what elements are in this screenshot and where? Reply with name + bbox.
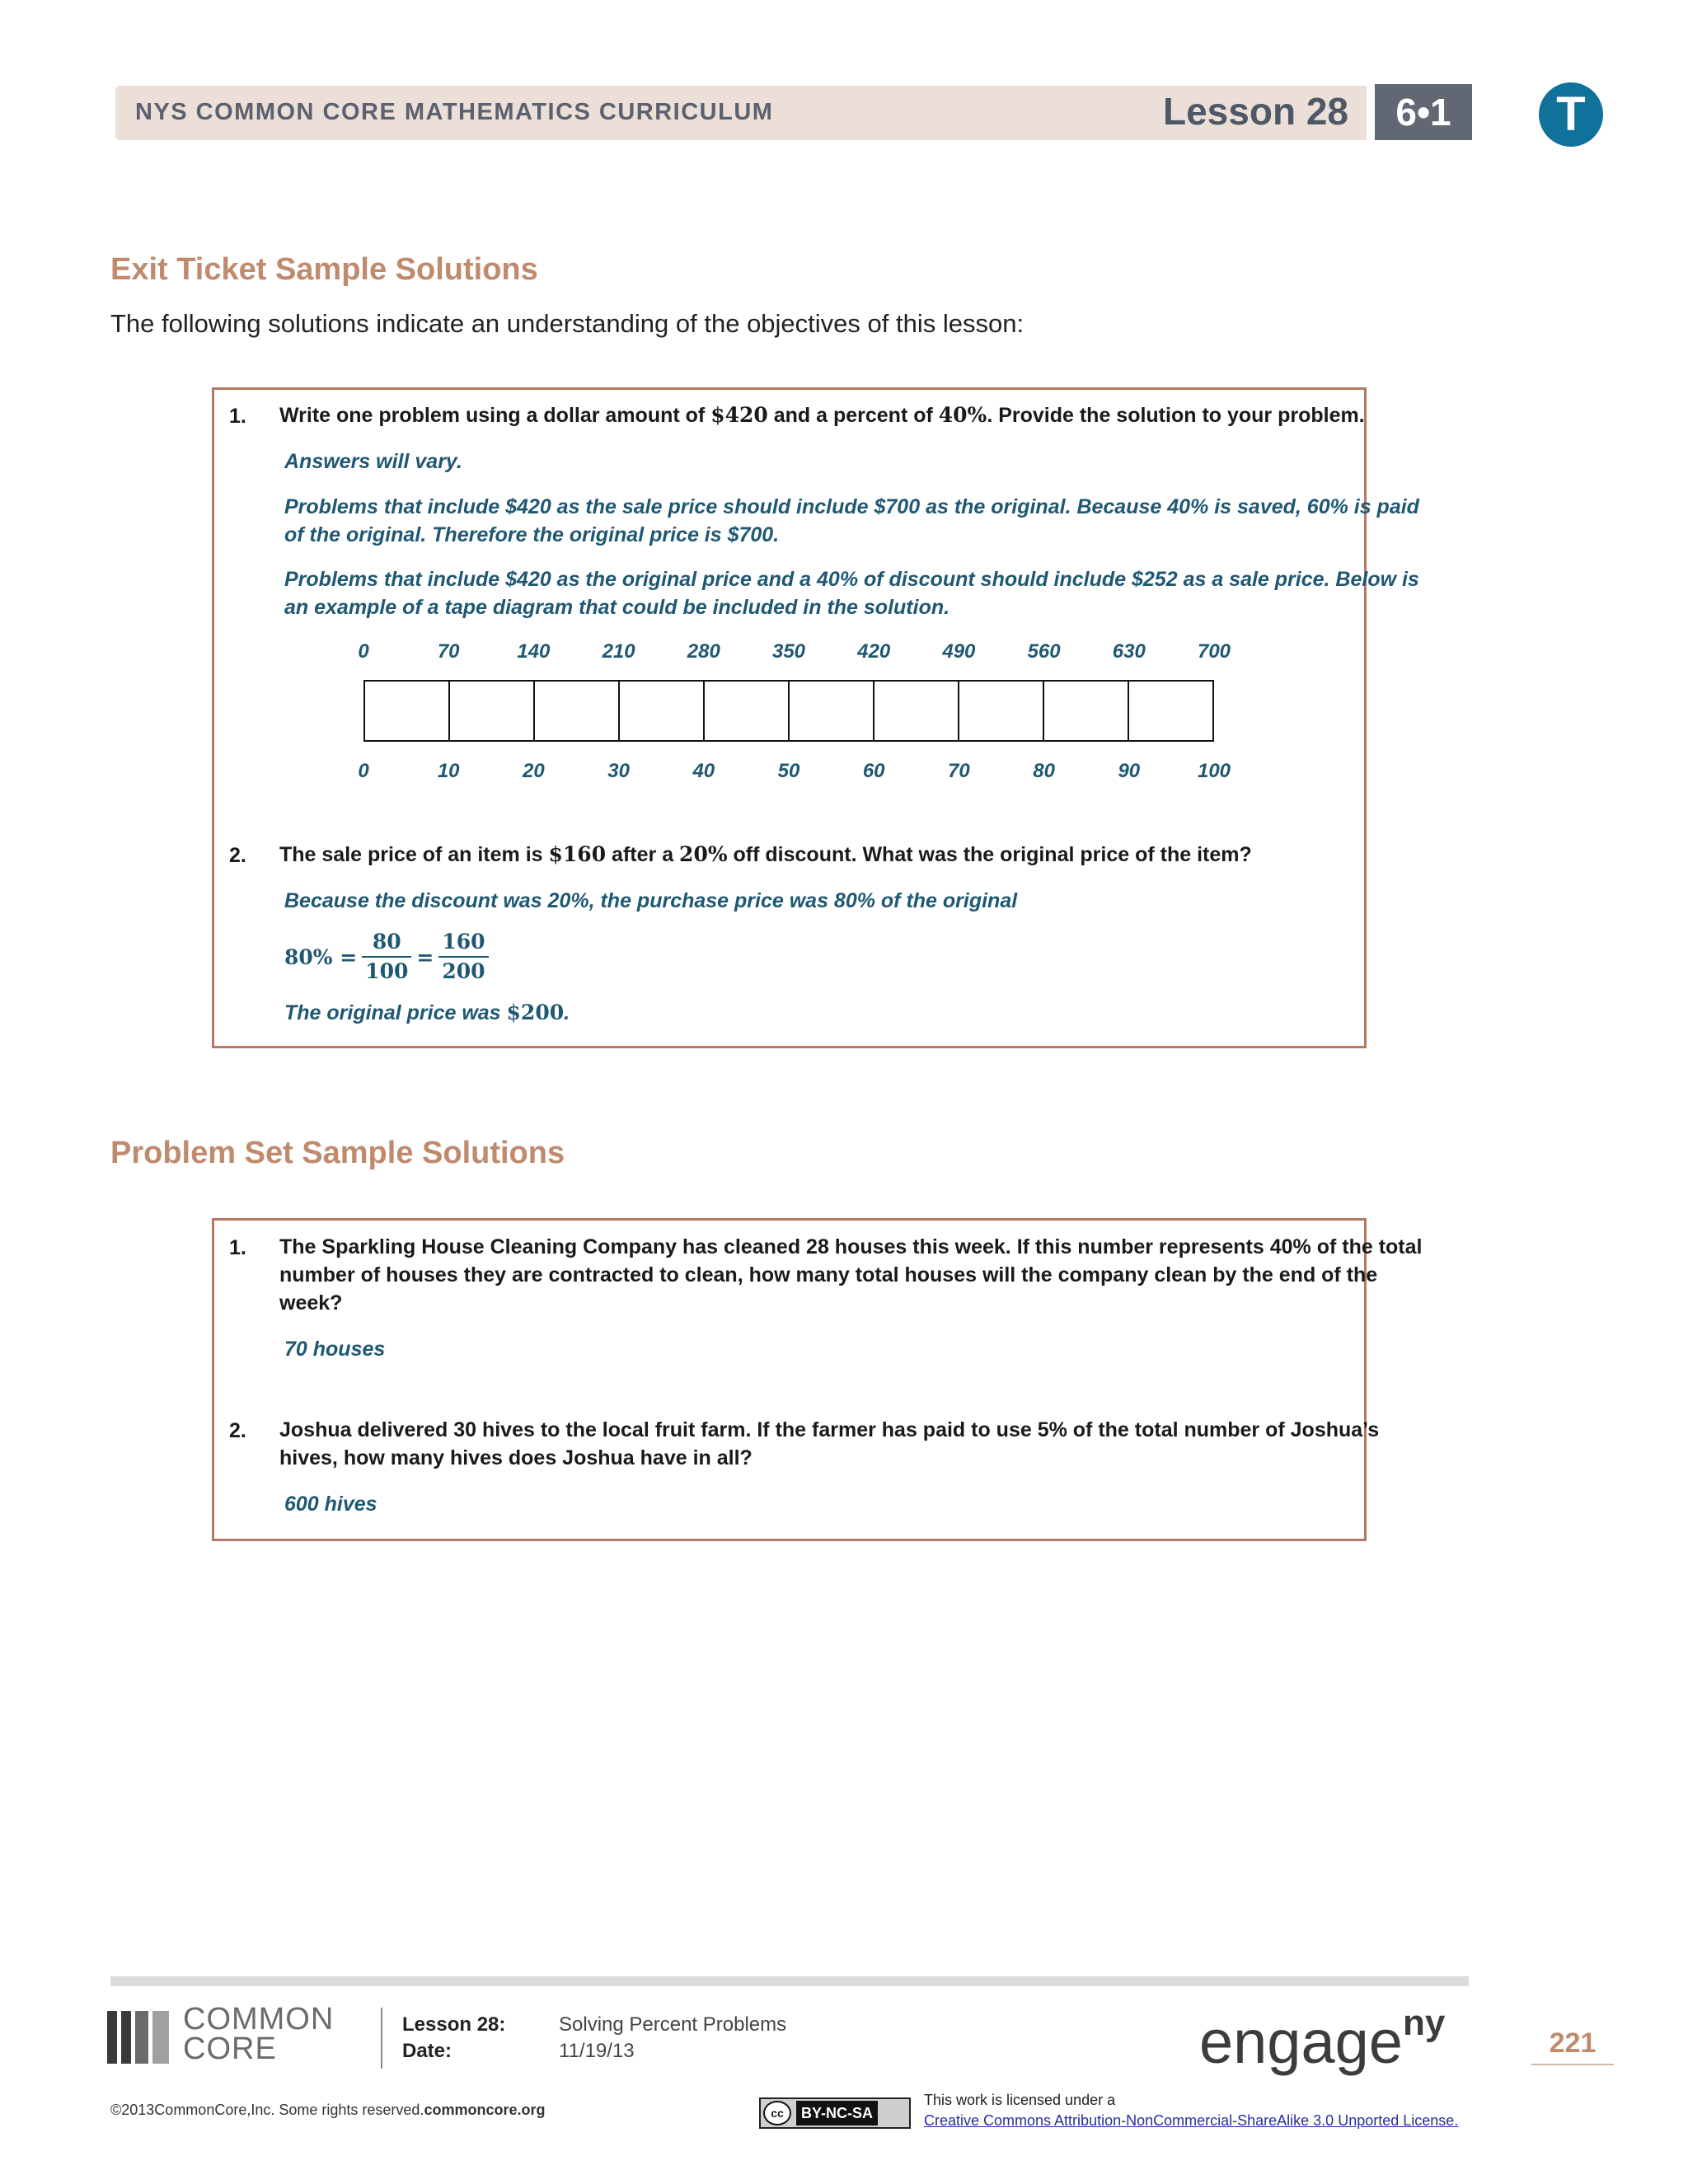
- tape-label: 100: [1197, 760, 1231, 782]
- engageny-logo: engage$^{ny}$: [1199, 2003, 1446, 2076]
- tape-cell: [705, 682, 790, 740]
- exit-q2-answer-1: Because the discount was 20%, the purchase price was 80% of the original: [284, 889, 1018, 912]
- tape-label: 0: [358, 640, 369, 663]
- ps-q2-line2: hives, how many hives does Joshua have in all?: [279, 1446, 753, 1469]
- exit-q2-number: 2.: [229, 844, 246, 867]
- tape-label: 70: [437, 640, 460, 663]
- footer-lesson-value: Solving Percent Problems: [559, 2013, 787, 2036]
- tape-label: 280: [687, 640, 720, 663]
- tape-label: 70: [948, 760, 970, 782]
- tape-label: 210: [602, 640, 635, 663]
- tape-cell: [450, 682, 535, 740]
- lesson-title: Lesson 28: [1163, 90, 1348, 133]
- fraction-1: $\frac{80}{100}$: [362, 928, 411, 986]
- tape-label: 20: [523, 760, 545, 782]
- tape-label: 0: [358, 760, 369, 782]
- exit-q1-answer-2-line1: Problems that include $420 as the sale price should include $700 as the original. Because 40% is saved, 60% is paid: [284, 495, 1419, 518]
- ps-q2-answer: 600 hives: [284, 1493, 377, 1516]
- ps-q1-line3: week?: [279, 1291, 343, 1315]
- tape-cell: [620, 682, 705, 740]
- tape-label: 80: [1033, 760, 1055, 782]
- tape-cell: [535, 682, 620, 740]
- tape-label: 490: [942, 640, 976, 663]
- exit-q1-answer-3-line1: Problems that include $420 as the original price and a 40% of discount should include $252 as a sale price. Below is: [284, 568, 1419, 591]
- copyright: ©2013CommonCore,Inc. Some rights reserved.commoncore.org: [110, 2102, 546, 2118]
- footer-date-value: 11/19/13: [559, 2040, 635, 2062]
- tape-cell: [1129, 682, 1212, 740]
- tape-label: 10: [437, 760, 460, 782]
- page-number-underline: [1531, 2064, 1614, 2065]
- license-link[interactable]: Creative Commons Attribution-NonCommercial-ShareAlike 3.0 Unported License.: [924, 2112, 1459, 2129]
- ps-q1-answer: 70 houses: [284, 1338, 386, 1361]
- ps-q1-line2: number of houses they are contracted to clean, how many total houses will the company clean by the end of the: [279, 1263, 1378, 1286]
- fraction-2: $\frac{160}{200}$: [438, 928, 488, 986]
- tape-label: 700: [1197, 640, 1231, 663]
- ps-q1-line1: The Sparkling House Cleaning Company has cleaned 28 houses this week. If this number represents 40% of the total: [279, 1235, 1423, 1258]
- tape-label: 630: [1112, 640, 1146, 663]
- exit-q2-final-answer: The original price was $200.: [284, 1001, 570, 1024]
- page-number: 221: [1549, 2027, 1597, 2059]
- footer-divider: [110, 1976, 1469, 1986]
- equation-lhs: 80% =: [284, 944, 358, 969]
- ps-q1-number: 1.: [229, 1236, 246, 1259]
- exit-ticket-title: Exit Ticket Sample Solutions: [110, 252, 538, 287]
- problem-set-title: Problem Set Sample Solutions: [110, 1136, 565, 1170]
- equation-equals: =: [416, 944, 434, 969]
- exit-q2-equation: [284, 928, 489, 986]
- curriculum-title: NYS COMMON CORE MATHEMATICS CURRICULUM: [135, 99, 774, 125]
- ps-q2-number: 2.: [229, 1419, 246, 1442]
- grade-module-badge: 6•1: [1375, 84, 1472, 140]
- exit-ticket-intro: The following solutions indicate an understanding of the objectives of this lesson:: [110, 309, 1025, 338]
- tape-cell: [1044, 682, 1129, 740]
- tape-cell: [365, 682, 450, 740]
- footer-separator: [381, 2008, 382, 2069]
- tape-cell: [959, 682, 1044, 740]
- common-core-logo-text: COMMON CORE: [183, 2002, 335, 2066]
- exit-q1-answer-3-line2: an example of a tape diagram that could be included in the solution.: [284, 596, 950, 619]
- license-text: This work is licensed under a: [924, 2092, 1116, 2108]
- tape-label: 350: [771, 640, 806, 663]
- creative-commons-icon: cc BY-NC-SA: [759, 2097, 911, 2129]
- ps-q2-line1: Joshua delivered 30 hives to the local fruit farm. If the farmer has paid to use 5% of the total number of Joshua’s: [279, 1418, 1380, 1441]
- tape-label: 90: [1118, 760, 1141, 782]
- tape-label: 50: [777, 760, 800, 782]
- tape-label: 60: [862, 760, 885, 782]
- exit-q1-text: Write one problem using a dollar amount of $420 and a percent of 40%. Provide the solution to your problem.: [279, 403, 1365, 427]
- exit-q1-number: 1.: [229, 405, 246, 428]
- exit-q2-text: The sale price of an item is $160 after a 20% off discount. What was the original price of the item?: [279, 842, 1252, 866]
- tape-label: 40: [692, 760, 715, 782]
- tape-label: 560: [1027, 640, 1061, 663]
- teacher-edition-icon: T: [1539, 82, 1603, 147]
- tape-cell: [874, 682, 959, 740]
- exit-q1-answer-2-line2: of the original. Therefore the original price is $700.: [284, 523, 780, 546]
- tape-label: 420: [857, 640, 891, 663]
- tape-label: 30: [607, 760, 630, 782]
- footer-lesson-label: Lesson 28:: [402, 2013, 506, 2036]
- exit-q1-answer-1: Answers will vary.: [284, 450, 462, 473]
- footer-date-label: Date:: [402, 2040, 452, 2062]
- tape-diagram: [363, 680, 1214, 742]
- tape-cell: [790, 682, 874, 740]
- tape-label: 140: [517, 640, 551, 663]
